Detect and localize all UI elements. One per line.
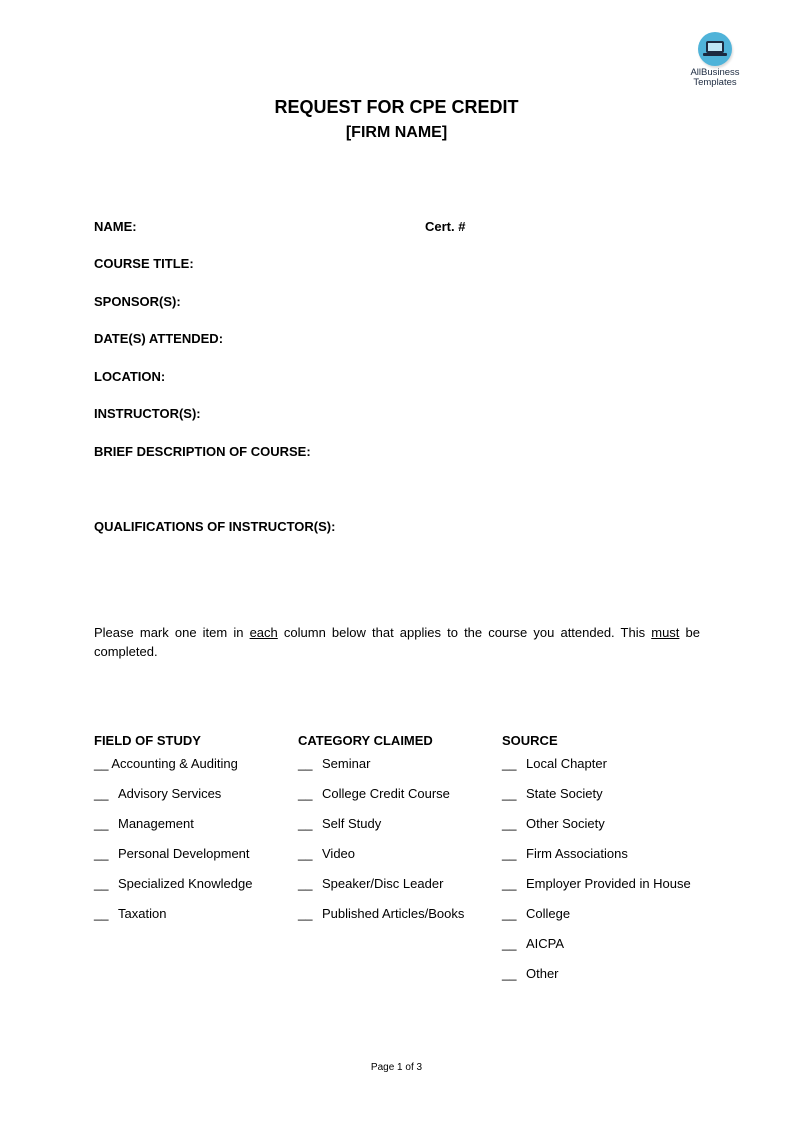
checkbox-blank[interactable]: __ bbox=[298, 876, 313, 891]
source-option-employer-in-house[interactable] bbox=[502, 875, 722, 905]
allbusiness-logo bbox=[688, 32, 742, 88]
source-option-local-chapter[interactable] bbox=[502, 755, 722, 785]
source-heading: SOURCE bbox=[502, 733, 558, 748]
instructions-text-2: column below that applies to the course you attended. This bbox=[277, 625, 652, 640]
dates-attended-label: DATE(S) ATTENDED: bbox=[94, 331, 224, 346]
course-description-label: BRIEF DESCRIPTION OF COURSE: bbox=[94, 444, 311, 459]
source-option-aicpa[interactable] bbox=[502, 935, 722, 965]
instructions-text-3: be completed. bbox=[94, 625, 700, 659]
option-label: Advisory Services bbox=[118, 786, 222, 801]
field-option-specialized-knowledge[interactable] bbox=[94, 875, 294, 905]
checkbox-blank[interactable]: __ bbox=[94, 816, 109, 831]
checkbox-blank[interactable]: __ bbox=[298, 756, 313, 771]
category-option-seminar[interactable] bbox=[298, 755, 498, 785]
option-label: Firm Associations bbox=[526, 846, 628, 861]
field-option-advisory[interactable] bbox=[94, 785, 294, 815]
logo-line-1: AllBusiness bbox=[690, 67, 740, 78]
option-label: AICPA bbox=[526, 936, 565, 951]
location-label: LOCATION: bbox=[94, 369, 166, 384]
field-option-accounting[interactable] bbox=[94, 755, 294, 785]
source-option-other[interactable] bbox=[502, 965, 722, 995]
document-title: REQUEST FOR CPE CREDIT bbox=[274, 97, 519, 117]
category-option-video[interactable] bbox=[298, 845, 498, 875]
checkbox-blank[interactable]: __ bbox=[502, 846, 517, 861]
category-option-college-credit[interactable] bbox=[298, 785, 498, 815]
checkbox-blank[interactable]: __ bbox=[502, 756, 517, 771]
option-label: Taxation bbox=[118, 906, 167, 921]
checkbox-blank[interactable]: __ bbox=[502, 786, 517, 801]
source-option-other-society[interactable] bbox=[502, 815, 722, 845]
field-option-taxation[interactable] bbox=[94, 905, 294, 935]
option-label: College bbox=[526, 906, 571, 921]
category-claimed-heading: CATEGORY CLAIMED bbox=[298, 733, 433, 748]
instructors-label: INSTRUCTOR(S): bbox=[94, 406, 201, 421]
option-label: State Society bbox=[526, 786, 603, 801]
category-option-published[interactable] bbox=[298, 905, 498, 935]
checkbox-blank[interactable]: __ bbox=[94, 846, 109, 861]
checkbox-blank[interactable]: __ bbox=[94, 906, 109, 921]
category-option-speaker[interactable] bbox=[298, 875, 498, 905]
source-column bbox=[502, 733, 722, 995]
option-label: Local Chapter bbox=[526, 756, 607, 771]
laptop-icon bbox=[698, 32, 732, 66]
field-option-personal-development[interactable] bbox=[94, 845, 294, 875]
field-option-management[interactable] bbox=[94, 815, 294, 845]
sponsors-label: SPONSOR(S): bbox=[94, 294, 181, 309]
name-label: NAME: bbox=[94, 219, 137, 234]
option-label: Personal Development bbox=[118, 846, 250, 861]
checkbox-blank[interactable]: __ bbox=[298, 816, 313, 831]
firm-name: [FIRM NAME] bbox=[345, 124, 448, 141]
page-number: Page 1 of 3 bbox=[370, 1062, 423, 1073]
instructions-emphasis-must: must bbox=[651, 625, 680, 640]
source-option-firm-associations[interactable] bbox=[502, 845, 722, 875]
option-label: Seminar bbox=[322, 756, 371, 771]
option-label: Other bbox=[526, 966, 559, 981]
field-of-study-heading: FIELD OF STUDY bbox=[94, 733, 201, 748]
cert-label: Cert. # bbox=[425, 219, 466, 234]
option-label: Specialized Knowledge bbox=[118, 876, 253, 891]
instructions-emphasis-each: each bbox=[249, 625, 278, 640]
option-label: Speaker/Disc Leader bbox=[322, 876, 444, 891]
checkbox-blank[interactable]: __ bbox=[502, 876, 517, 891]
checkbox-blank[interactable]: __ bbox=[502, 936, 517, 951]
option-label: Employer Provided in House bbox=[526, 876, 691, 891]
instructions-paragraph bbox=[94, 623, 700, 661]
category-option-self-study[interactable] bbox=[298, 815, 498, 845]
instructions-text-1: Please mark one item in bbox=[94, 625, 250, 640]
option-label: __ Accounting & Auditing bbox=[94, 756, 238, 771]
option-label: Video bbox=[322, 846, 356, 861]
checkbox-blank[interactable]: __ bbox=[94, 786, 109, 801]
category-claimed-column bbox=[298, 733, 498, 935]
option-label: Self Study bbox=[322, 816, 382, 831]
source-option-state-society[interactable] bbox=[502, 785, 722, 815]
instructor-qualifications-label: QUALIFICATIONS OF INSTRUCTOR(S): bbox=[94, 519, 336, 534]
option-label: College Credit Course bbox=[322, 786, 450, 801]
source-option-college[interactable] bbox=[502, 905, 722, 935]
checkbox-blank[interactable]: __ bbox=[298, 786, 313, 801]
checkbox-blank[interactable]: __ bbox=[298, 906, 313, 921]
course-title-label: COURSE TITLE: bbox=[94, 256, 194, 271]
checkbox-blank[interactable]: __ bbox=[502, 966, 517, 981]
logo-text bbox=[688, 68, 742, 88]
checkbox-blank[interactable]: __ bbox=[94, 876, 109, 891]
option-label: Published Articles/Books bbox=[322, 906, 465, 921]
field-of-study-column bbox=[94, 733, 294, 935]
checkbox-blank[interactable]: __ bbox=[502, 906, 517, 921]
checkbox-blank[interactable]: __ bbox=[502, 816, 517, 831]
checkbox-blank[interactable]: __ bbox=[298, 846, 313, 861]
logo-line-2: Templates bbox=[693, 77, 737, 88]
option-label: Management bbox=[118, 816, 194, 831]
option-label: Other Society bbox=[526, 816, 605, 831]
